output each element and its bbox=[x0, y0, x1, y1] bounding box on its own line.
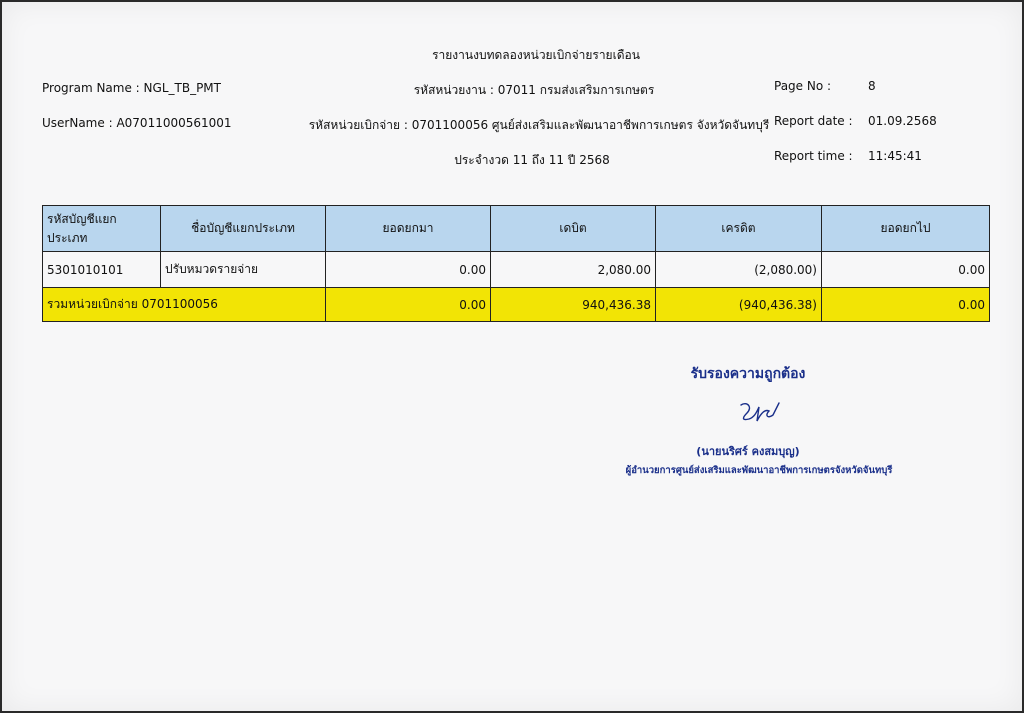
program-name bbox=[42, 81, 221, 95]
report-time-label: Report time : bbox=[774, 149, 853, 163]
cell-account-name: ปรับหมวดรายจ่าย bbox=[161, 252, 326, 288]
col-header-account-name: ชื่อบัญชีแยกประเภท bbox=[161, 206, 326, 252]
col-header-brought-forward: ยอดยกมา bbox=[326, 206, 491, 252]
cell-carried-forward: 0.00 bbox=[822, 252, 990, 288]
disbursement-unit-line: รหัสหน่วยเบิกจ่าย : 0701100056 ศูนย์ส่งเสริมและพัฒนาอาชีพการเกษตร จังหวัดจันทบุรี bbox=[308, 118, 770, 132]
period-line: ประจำงวด 11 ถึง 11 ปี 2568 bbox=[454, 153, 610, 167]
total-carried-forward: 0.00 bbox=[822, 288, 990, 322]
report-page bbox=[2, 2, 1022, 711]
username-value: A07011000561001 bbox=[116, 116, 232, 130]
signatory-name: (นายนริศร์ คงสมบุญ) bbox=[696, 445, 800, 458]
signatory-position: ผู้อำนวยการศูนย์ส่งเสริมและพัฒนาอาชีพการเกษตรจังหวัดจันทบุรี bbox=[625, 465, 893, 476]
username-label: UserName : bbox=[42, 116, 113, 130]
col-header-account-code: รหัสบัญชีแยกประเภท bbox=[43, 206, 161, 252]
page-no-value: 8 bbox=[868, 79, 876, 93]
report-date-value: 01.09.2568 bbox=[868, 114, 937, 128]
report-title: รายงานงบทดลองหน่วยเบิกจ่ายรายเดือน bbox=[432, 48, 640, 62]
total-debit: 940,436.38 bbox=[491, 288, 656, 322]
col-header-debit: เดบิต bbox=[491, 206, 656, 252]
cell-credit: (2,080.00) bbox=[656, 252, 822, 288]
total-brought-forward: 0.00 bbox=[326, 288, 491, 322]
table-header-row bbox=[43, 206, 990, 252]
total-credit: (940,436.38) bbox=[656, 288, 822, 322]
agency-line: รหัสหน่วยงาน : 07011 กรมส่งเสริมการเกษตร bbox=[413, 83, 655, 97]
total-row bbox=[43, 288, 990, 322]
cell-debit: 2,080.00 bbox=[491, 252, 656, 288]
cell-account-code: 5301010101 bbox=[43, 252, 161, 288]
username bbox=[42, 116, 232, 130]
col-header-credit: เครดิต bbox=[656, 206, 822, 252]
report-time-value: 11:45:41 bbox=[868, 149, 922, 163]
trial-balance-table bbox=[42, 205, 990, 322]
page-no-label: Page No : bbox=[774, 79, 832, 93]
certification-heading: รับรองความถูกต้อง bbox=[690, 366, 806, 382]
col-header-carried-forward: ยอดยกไป bbox=[822, 206, 990, 252]
total-label: รวมหน่วยเบิกจ่าย 0701100056 bbox=[43, 288, 326, 322]
program-name-label: Program Name : bbox=[42, 81, 140, 95]
table-row bbox=[43, 252, 990, 288]
handwritten-signature bbox=[737, 397, 781, 427]
cell-brought-forward: 0.00 bbox=[326, 252, 491, 288]
report-date-label: Report date : bbox=[774, 114, 853, 128]
program-name-value: NGL_TB_PMT bbox=[143, 81, 221, 95]
